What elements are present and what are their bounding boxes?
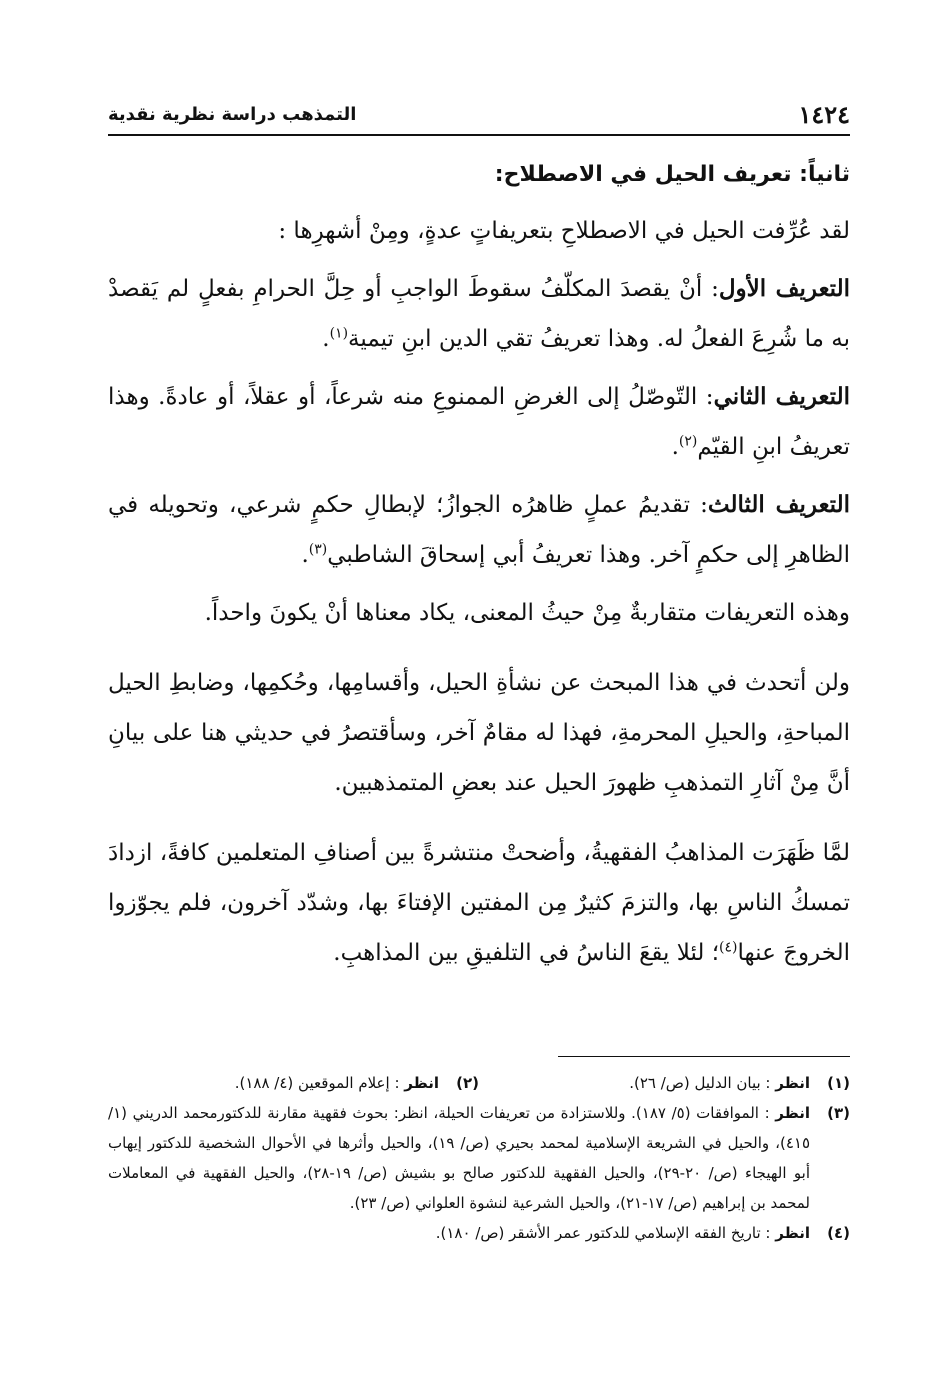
footnote-number: (٣) (827, 1104, 850, 1122)
footnote-row (108, 1068, 850, 1098)
main-text (108, 150, 850, 986)
footnote-text: : بيان الدليل (ص/ ٢٦). (629, 1074, 771, 1092)
definition-end: . (322, 326, 330, 352)
definition-text: : التّوصّلُ إلى الغرضِ الممنوعِ منه شرعاً، أو عقلاً، أو عادةً. وهذا تعريفُ ابنِ القيّم (108, 384, 850, 460)
page-number: ١٤٢٤ (798, 100, 850, 129)
footnote-text: : تاريخ الفقه الإسلامي للدكتور عمر الأشقر (ص/ ١٨٠). (435, 1224, 771, 1242)
footnote-ref[interactable]: (٤) (719, 939, 738, 956)
definition-2 (108, 372, 850, 472)
footnote-3 (108, 1098, 850, 1218)
footnote-number: (٤) (827, 1224, 850, 1242)
intro-paragraph: لقد عُرِّفت الحيل في الاصطلاحِ بتعريفاتٍ عدةٍ، ومِنْ أشهرِها : (278, 218, 850, 244)
page-header (108, 100, 850, 136)
definition-3 (108, 480, 850, 580)
footnote-divider (558, 1056, 850, 1057)
footnote-ref[interactable]: (١) (329, 325, 349, 342)
paragraph-scope: ولن أتحدث في هذا المبحث عن نشأةِ الحيل، وأقسامِها، وحُكمِها، وضابطِ الحيل المباحةِ، والحيلِ المحرمةِ، فهذا له مقامٌ آخر، وسأقتصرُ في حديثي هنا على بيانِ أنَّ مِنْ آثارِ التمذهبِ ظهورَ الحيل عند بعضِ المتمذهبين. (108, 670, 850, 796)
paragraph-text: لمَّا ظَهَرَت المذاهبُ الفقهيةُ، وأضحتْ منتشرةً بين أصنافِ المتعلمين كافةً، ازدادَ تمسكُ الناسِ بها، والتزمَ كثيرٌ مِن المفتين الإفتاءَ بها، وشدّد آخرون، فلم يجوّزوا الخروجَ عنها (108, 840, 850, 966)
footnote-ref[interactable]: (٣) (308, 541, 328, 558)
footnote-number: (١) (827, 1074, 850, 1092)
footnote-ref[interactable]: (٢) (678, 433, 698, 450)
definition-text: : أنْ يقصدَ المكلّفُ سقوطَ الواجبِ أو حِلَّ الحرامِ بفعلٍ لم يَقصدْ به ما شُرِعَ الفعلُ له. وهذا تعريفُ تقي الدين ابنِ تيمية (108, 276, 850, 352)
paragraph-text: ؛ لئلا يقعَ الناسُ في التلفيقِ بين المذاهبِ. (333, 940, 720, 966)
footnote-4 (108, 1218, 850, 1248)
footnote-lead: انظر (775, 1074, 810, 1092)
paragraph-madhhabs (108, 828, 850, 978)
footnotes (108, 1068, 850, 1248)
footnote-2 (108, 1068, 479, 1098)
footnote-text: : إعلام الموقعين (٤/ ١٨٨). (234, 1074, 400, 1092)
definition-end: . (301, 542, 309, 568)
definition-term: التعريف الأول (718, 275, 850, 302)
footnote-lead: انظر (404, 1074, 439, 1092)
definition-term: التعريف الثالث (707, 491, 850, 518)
footnote-1 (479, 1068, 850, 1098)
definition-text: : تقديمُ عملٍ ظاهرُه الجوازُ؛ لإبطالِ حكمٍ شرعي، وتحويله في الظاهرِ إلى حكمٍ آخر. وهذا تعريفُ أبي إسحاقَ الشاطبي (108, 492, 850, 568)
definition-end: . (671, 434, 679, 460)
footnote-lead: انظر (775, 1224, 810, 1242)
section-heading: ثانياً: تعريف الحيل في الاصطلاح: (494, 162, 850, 187)
closing-paragraph: وهذه التعريفات متقاربةٌ مِنْ حيثُ المعنى، يكاد معناها أنْ يكونَ واحداً. (204, 600, 850, 626)
footnote-number: (٢) (456, 1074, 479, 1092)
definition-1 (108, 264, 850, 364)
footnote-text: : الموافقات (٥/ ١٨٧). وللاستزادة من تعريفات الحيلة، انظر: بحوث فقهية مقارنة للدكتورمحمد الدريني (١/ ٤١٥)، والحيل في الشريعة الإسلامية لمحمد بحيري (ص/ ١٩)، والحيل وأثرها في الأحوال الشخصية للدكتور إيهاب أبو الهيجاء (ص/ ٢٠-٢٩)، والحيل الفقهية للدكتور صالح بو بشيش (ص/ ١٩-٢٨)، والحيل الفقهية في المعاملات لمحمد بن إبراهيم (ص/ ١٧-٢١)، والحيل الشرعية لنشوة العلواني (ص/ ٢٣). (108, 1104, 811, 1212)
footnote-lead: انظر (775, 1104, 810, 1122)
definition-term: التعريف الثاني (713, 383, 850, 410)
running-title: التمذهب دراسة نظرية نقدية (108, 104, 357, 125)
